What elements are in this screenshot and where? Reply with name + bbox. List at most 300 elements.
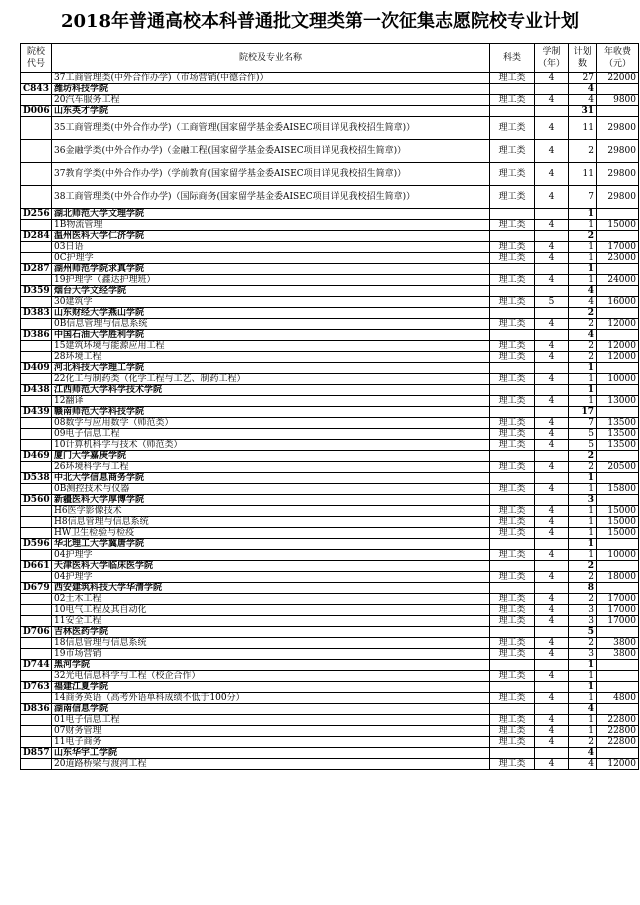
major-name-cell: 04护理学 — [52, 550, 490, 561]
category-cell: 理工类 — [490, 352, 535, 363]
annual-fee-cell — [597, 407, 639, 418]
plan-count-cell: 8 — [569, 583, 597, 594]
major-name-cell: 0C护理学 — [52, 253, 490, 264]
school-code-cell: D383 — [21, 308, 52, 319]
school-code-cell — [21, 341, 52, 352]
plan-count-cell: 2 — [569, 737, 597, 748]
category-cell: 理工类 — [490, 638, 535, 649]
school-row — [21, 363, 639, 374]
annual-fee-cell: 17000 — [597, 594, 639, 605]
major-name-cell: 01电子信息工程 — [52, 715, 490, 726]
header-school-code: 院校代号 — [21, 44, 52, 73]
school-name-cell: 湖州师范学院求真学院 — [52, 264, 490, 275]
annual-fee-cell: 23000 — [597, 253, 639, 264]
plan-count-cell: 1 — [569, 473, 597, 484]
annual-fee-cell — [597, 231, 639, 242]
category-cell — [490, 660, 535, 671]
school-code-cell — [21, 616, 52, 627]
duration-cell — [535, 231, 569, 242]
annual-fee-cell: 12000 — [597, 352, 639, 363]
plan-count-cell: 2 — [569, 594, 597, 605]
school-name-cell: 吉林医药学院 — [52, 627, 490, 638]
school-code-cell — [21, 528, 52, 539]
major-name-cell: 09电子信息工程 — [52, 429, 490, 440]
annual-fee-cell: 20500 — [597, 462, 639, 473]
category-cell: 理工类 — [490, 396, 535, 407]
major-row — [21, 297, 639, 308]
school-name-cell: 山东华宇工学院 — [52, 748, 490, 759]
plan-count-cell: 1 — [569, 484, 597, 495]
school-name-cell: 湖南信息学院 — [52, 704, 490, 715]
school-code-cell — [21, 605, 52, 616]
duration-cell — [535, 84, 569, 95]
major-row — [21, 163, 639, 186]
major-row — [21, 242, 639, 253]
duration-cell: 4 — [535, 117, 569, 140]
school-row — [21, 385, 639, 396]
major-name-cell: 15建筑环境与能源应用工程 — [52, 341, 490, 352]
major-name-cell: 14商务英语（高考外语单科成绩不低于100分） — [52, 693, 490, 704]
plan-count-cell: 1 — [569, 550, 597, 561]
header-plan-count: 计划数 — [569, 44, 597, 73]
school-row — [21, 561, 639, 572]
annual-fee-cell — [597, 308, 639, 319]
duration-cell — [535, 682, 569, 693]
category-cell: 理工类 — [490, 374, 535, 385]
category-cell: 理工类 — [490, 297, 535, 308]
school-code-cell — [21, 253, 52, 264]
plan-count-cell: 2 — [569, 231, 597, 242]
school-row — [21, 660, 639, 671]
plan-count-cell: 7 — [569, 418, 597, 429]
school-code-cell — [21, 163, 52, 186]
plan-count-cell: 2 — [569, 561, 597, 572]
plan-count-cell: 1 — [569, 682, 597, 693]
duration-cell: 4 — [535, 220, 569, 231]
duration-cell: 5 — [535, 297, 569, 308]
annual-fee-cell: 12000 — [597, 341, 639, 352]
duration-cell — [535, 363, 569, 374]
school-name-cell: 湖北师范大学文理学院 — [52, 209, 490, 220]
major-row — [21, 440, 639, 451]
major-row — [21, 550, 639, 561]
major-row — [21, 616, 639, 627]
school-code-cell — [21, 319, 52, 330]
category-cell — [490, 209, 535, 220]
plan-count-cell: 4 — [569, 748, 597, 759]
school-code-cell — [21, 462, 52, 473]
annual-fee-cell: 13500 — [597, 440, 639, 451]
major-name-cell: 30建筑学 — [52, 297, 490, 308]
annual-fee-cell: 29800 — [597, 186, 639, 209]
annual-fee-cell: 29800 — [597, 140, 639, 163]
major-row — [21, 186, 639, 209]
category-cell — [490, 286, 535, 297]
annual-fee-cell: 16000 — [597, 297, 639, 308]
plan-count-cell: 4 — [569, 286, 597, 297]
major-name-cell: 08数学与应用数学（师范类） — [52, 418, 490, 429]
school-code-cell — [21, 737, 52, 748]
duration-cell — [535, 308, 569, 319]
school-code-cell: D661 — [21, 561, 52, 572]
school-row — [21, 231, 639, 242]
annual-fee-cell: 17000 — [597, 605, 639, 616]
duration-cell: 4 — [535, 429, 569, 440]
school-code-cell — [21, 638, 52, 649]
plan-count-cell: 1 — [569, 264, 597, 275]
category-cell — [490, 407, 535, 418]
duration-cell: 4 — [535, 715, 569, 726]
major-name-cell: 12翻译 — [52, 396, 490, 407]
school-code-cell: D560 — [21, 495, 52, 506]
school-row — [21, 84, 639, 95]
school-code-cell — [21, 140, 52, 163]
school-name-cell: 中北大学信息商务学院 — [52, 473, 490, 484]
annual-fee-cell — [597, 363, 639, 374]
major-name-cell: 11安全工程 — [52, 616, 490, 627]
major-row — [21, 341, 639, 352]
plan-count-cell: 5 — [569, 440, 597, 451]
duration-cell: 4 — [535, 605, 569, 616]
annual-fee-cell — [597, 106, 639, 117]
annual-fee-cell — [597, 561, 639, 572]
enrollment-plan-table — [20, 43, 639, 770]
major-name-cell: 10计算机科学与技术（师范类） — [52, 440, 490, 451]
plan-count-cell: 2 — [569, 352, 597, 363]
plan-count-cell: 3 — [569, 649, 597, 660]
plan-count-cell: 1 — [569, 242, 597, 253]
category-cell: 理工类 — [490, 186, 535, 209]
duration-cell — [535, 539, 569, 550]
school-code-cell — [21, 517, 52, 528]
school-code-cell: D857 — [21, 748, 52, 759]
annual-fee-cell: 12000 — [597, 319, 639, 330]
duration-cell: 4 — [535, 440, 569, 451]
plan-count-cell: 1 — [569, 209, 597, 220]
category-cell: 理工类 — [490, 140, 535, 163]
duration-cell — [535, 264, 569, 275]
school-name-cell: 潍坊科技学院 — [52, 84, 490, 95]
category-cell — [490, 748, 535, 759]
major-name-cell: 19市场营销 — [52, 649, 490, 660]
major-row — [21, 253, 639, 264]
category-cell: 理工类 — [490, 517, 535, 528]
school-name-cell: 烟台大学文经学院 — [52, 286, 490, 297]
document-title: 2018年普通高校本科普通批文理类第一次征集志愿院校专业计划 — [60, 11, 580, 32]
plan-count-cell: 1 — [569, 671, 597, 682]
category-cell: 理工类 — [490, 550, 535, 561]
annual-fee-cell: 22800 — [597, 726, 639, 737]
major-name-cell: 36金融学类(中外合作办学)（金融工程(国家留学基金委AISEC项目详见我校招生简章)） — [52, 140, 490, 163]
duration-cell: 4 — [535, 528, 569, 539]
duration-cell: 4 — [535, 341, 569, 352]
duration-cell — [535, 451, 569, 462]
category-cell: 理工类 — [490, 117, 535, 140]
major-row — [21, 73, 639, 84]
major-name-cell: 20汽车服务工程 — [52, 95, 490, 106]
category-cell — [490, 495, 535, 506]
school-name-cell: 温州医科大学仁济学院 — [52, 231, 490, 242]
duration-cell: 4 — [535, 462, 569, 473]
annual-fee-cell: 15000 — [597, 220, 639, 231]
annual-fee-cell — [597, 264, 639, 275]
duration-cell: 4 — [535, 759, 569, 770]
table-body — [21, 73, 639, 770]
table-header-row — [21, 44, 639, 73]
major-name-cell: 35工商管理类(中外合作办学)（工商管理(国家留学基金委AISEC项目详见我校招生简章)） — [52, 117, 490, 140]
plan-count-cell: 2 — [569, 451, 597, 462]
school-code-cell — [21, 726, 52, 737]
duration-cell: 4 — [535, 484, 569, 495]
school-row — [21, 748, 639, 759]
school-name-cell: 江西师范大学科学技术学院 — [52, 385, 490, 396]
plan-count-cell: 2 — [569, 140, 597, 163]
annual-fee-cell — [597, 84, 639, 95]
annual-fee-cell — [597, 473, 639, 484]
school-row — [21, 106, 639, 117]
major-name-cell: 28环境工程 — [52, 352, 490, 363]
category-cell — [490, 385, 535, 396]
school-code-cell: D744 — [21, 660, 52, 671]
school-row — [21, 473, 639, 484]
category-cell — [490, 308, 535, 319]
category-cell: 理工类 — [490, 220, 535, 231]
school-name-cell: 福建江夏学院 — [52, 682, 490, 693]
annual-fee-cell: 13500 — [597, 429, 639, 440]
duration-cell: 4 — [535, 163, 569, 186]
duration-cell — [535, 330, 569, 341]
school-code-cell — [21, 594, 52, 605]
duration-cell: 4 — [535, 73, 569, 84]
annual-fee-cell — [597, 748, 639, 759]
school-code-cell — [21, 693, 52, 704]
category-cell — [490, 704, 535, 715]
major-row — [21, 95, 639, 106]
plan-count-cell: 4 — [569, 95, 597, 106]
major-row — [21, 220, 639, 231]
annual-fee-cell: 3800 — [597, 649, 639, 660]
duration-cell — [535, 286, 569, 297]
school-code-cell — [21, 715, 52, 726]
school-code-cell: D006 — [21, 106, 52, 117]
duration-cell — [535, 704, 569, 715]
school-code-cell: D763 — [21, 682, 52, 693]
annual-fee-cell: 24000 — [597, 275, 639, 286]
annual-fee-cell — [597, 451, 639, 462]
school-code-cell: D409 — [21, 363, 52, 374]
major-name-cell: 0B信息管理与信息系统 — [52, 319, 490, 330]
school-code-cell — [21, 440, 52, 451]
major-name-cell: HW卫生检验与检疫 — [52, 528, 490, 539]
school-row — [21, 330, 639, 341]
category-cell — [490, 561, 535, 572]
school-code-cell — [21, 186, 52, 209]
school-row — [21, 308, 639, 319]
major-row — [21, 572, 639, 583]
annual-fee-cell: 10000 — [597, 550, 639, 561]
duration-cell — [535, 209, 569, 220]
school-code-cell — [21, 73, 52, 84]
duration-cell — [535, 407, 569, 418]
school-row — [21, 495, 639, 506]
major-row — [21, 528, 639, 539]
major-name-cell: 0B测控技术与仪器 — [52, 484, 490, 495]
category-cell: 理工类 — [490, 484, 535, 495]
school-name-cell: 新疆医科大学厚博学院 — [52, 495, 490, 506]
plan-count-cell: 3 — [569, 495, 597, 506]
category-cell: 理工类 — [490, 341, 535, 352]
annual-fee-cell: 13000 — [597, 396, 639, 407]
school-row — [21, 704, 639, 715]
school-code-cell — [21, 759, 52, 770]
duration-cell: 4 — [535, 594, 569, 605]
plan-count-cell: 2 — [569, 572, 597, 583]
school-name-cell: 山东英才学院 — [52, 106, 490, 117]
category-cell: 理工类 — [490, 528, 535, 539]
annual-fee-cell: 3800 — [597, 638, 639, 649]
major-row — [21, 594, 639, 605]
school-row — [21, 407, 639, 418]
category-cell — [490, 84, 535, 95]
annual-fee-cell — [597, 539, 639, 550]
duration-cell: 4 — [535, 616, 569, 627]
category-cell: 理工类 — [490, 242, 535, 253]
duration-cell — [535, 106, 569, 117]
plan-count-cell: 2 — [569, 308, 597, 319]
major-name-cell: 22化工与制药类（化学工程与工艺、制药工程） — [52, 374, 490, 385]
school-name-cell: 中国石油大学胜利学院 — [52, 330, 490, 341]
plan-count-cell: 2 — [569, 341, 597, 352]
annual-fee-cell: 17000 — [597, 616, 639, 627]
school-name-cell: 山东财经大学燕山学院 — [52, 308, 490, 319]
school-code-cell: D287 — [21, 264, 52, 275]
school-code-cell — [21, 352, 52, 363]
duration-cell — [535, 495, 569, 506]
annual-fee-cell: 29800 — [597, 163, 639, 186]
annual-fee-cell: 18000 — [597, 572, 639, 583]
duration-cell: 4 — [535, 242, 569, 253]
major-row — [21, 429, 639, 440]
duration-cell: 4 — [535, 275, 569, 286]
plan-count-cell: 31 — [569, 106, 597, 117]
school-name-cell: 厦门大学嘉庚学院 — [52, 451, 490, 462]
school-row — [21, 264, 639, 275]
duration-cell: 4 — [535, 572, 569, 583]
annual-fee-cell — [597, 330, 639, 341]
major-row — [21, 352, 639, 363]
duration-cell: 4 — [535, 396, 569, 407]
duration-cell: 4 — [535, 638, 569, 649]
category-cell — [490, 451, 535, 462]
category-cell: 理工类 — [490, 418, 535, 429]
plan-count-cell: 4 — [569, 759, 597, 770]
plan-count-cell: 4 — [569, 704, 597, 715]
duration-cell — [535, 473, 569, 484]
category-cell — [490, 231, 535, 242]
school-code-cell — [21, 117, 52, 140]
school-code-cell: D469 — [21, 451, 52, 462]
major-name-cell: 04护理学 — [52, 572, 490, 583]
category-cell: 理工类 — [490, 594, 535, 605]
annual-fee-cell: 22800 — [597, 715, 639, 726]
duration-cell: 4 — [535, 374, 569, 385]
category-cell: 理工类 — [490, 462, 535, 473]
major-name-cell: 37工商管理类(中外合作办学)（市场营销(中德合作)） — [52, 73, 490, 84]
school-row — [21, 451, 639, 462]
category-cell: 理工类 — [490, 73, 535, 84]
annual-fee-cell — [597, 583, 639, 594]
school-name-cell: 华北理工大学冀唐学院 — [52, 539, 490, 550]
plan-count-cell: 1 — [569, 374, 597, 385]
annual-fee-cell: 22000 — [597, 73, 639, 84]
school-code-cell — [21, 374, 52, 385]
major-row — [21, 374, 639, 385]
major-name-cell: H8信息管理与信息系统 — [52, 517, 490, 528]
school-code-cell: D256 — [21, 209, 52, 220]
major-name-cell: 32光电信息科学与工程（校企合作） — [52, 671, 490, 682]
major-row — [21, 759, 639, 770]
school-code-cell — [21, 429, 52, 440]
school-code-cell — [21, 396, 52, 407]
category-cell — [490, 264, 535, 275]
category-cell: 理工类 — [490, 506, 535, 517]
major-row — [21, 396, 639, 407]
category-cell — [490, 473, 535, 484]
duration-cell: 4 — [535, 319, 569, 330]
duration-cell: 4 — [535, 671, 569, 682]
category-cell: 理工类 — [490, 440, 535, 451]
header-school-major-name: 院校及专业名称 — [52, 44, 490, 73]
major-row — [21, 693, 639, 704]
plan-count-cell: 4 — [569, 330, 597, 341]
duration-cell: 4 — [535, 649, 569, 660]
duration-cell: 4 — [535, 95, 569, 106]
school-row — [21, 209, 639, 220]
annual-fee-cell: 15000 — [597, 528, 639, 539]
plan-count-cell: 1 — [569, 396, 597, 407]
category-cell: 理工类 — [490, 163, 535, 186]
school-code-cell: D386 — [21, 330, 52, 341]
plan-count-cell: 1 — [569, 539, 597, 550]
plan-count-cell: 1 — [569, 363, 597, 374]
school-code-cell — [21, 550, 52, 561]
major-row — [21, 275, 639, 286]
category-cell — [490, 539, 535, 550]
school-name-cell: 赣南师范大学科技学院 — [52, 407, 490, 418]
plan-count-cell: 1 — [569, 275, 597, 286]
duration-cell: 4 — [535, 352, 569, 363]
plan-count-cell: 2 — [569, 319, 597, 330]
category-cell: 理工类 — [490, 726, 535, 737]
plan-count-cell: 2 — [569, 462, 597, 473]
plan-count-cell: 4 — [569, 84, 597, 95]
major-row — [21, 117, 639, 140]
major-name-cell: 19护理学（鑫达护理班） — [52, 275, 490, 286]
annual-fee-cell — [597, 704, 639, 715]
major-name-cell: 07财务管理 — [52, 726, 490, 737]
major-row — [21, 605, 639, 616]
major-name-cell: H6医学影像技术 — [52, 506, 490, 517]
school-code-cell — [21, 418, 52, 429]
category-cell: 理工类 — [490, 616, 535, 627]
plan-count-cell: 17 — [569, 407, 597, 418]
major-name-cell: 38工商管理类(中外合作办学)（国际商务(国家留学基金委AISEC项目详见我校招生简章)） — [52, 186, 490, 209]
plan-count-cell: 2 — [569, 638, 597, 649]
duration-cell — [535, 385, 569, 396]
annual-fee-cell: 15000 — [597, 517, 639, 528]
school-code-cell: C843 — [21, 84, 52, 95]
major-row — [21, 484, 639, 495]
